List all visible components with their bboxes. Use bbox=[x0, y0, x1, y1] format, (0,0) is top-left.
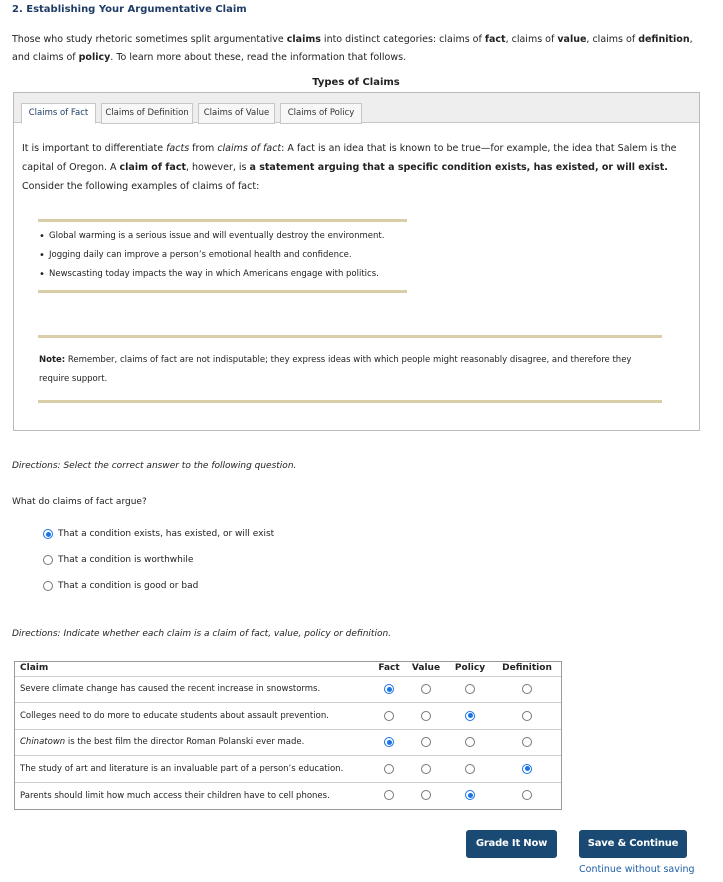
examples-bottom-rule bbox=[38, 290, 407, 293]
radio-selected-icon[interactable] bbox=[43, 529, 53, 539]
tab-claims-of-definition[interactable]: Claims of Definition bbox=[101, 103, 193, 124]
radio-value[interactable] bbox=[421, 764, 431, 774]
continue-without-saving-link[interactable]: Continue without saving bbox=[579, 864, 695, 875]
examples-top-rule bbox=[38, 219, 407, 222]
claim-text: The study of art and literature is an invaluable part of a person’s education. bbox=[14, 756, 374, 783]
radio-value[interactable] bbox=[421, 711, 431, 721]
radio-definition[interactable] bbox=[522, 737, 532, 747]
section-title: 2. Establishing Your Argumentative Claim bbox=[12, 4, 247, 15]
radio-definition[interactable] bbox=[522, 790, 532, 800]
radio-policy[interactable] bbox=[465, 764, 475, 774]
table-row bbox=[14, 729, 562, 756]
tab-claims-of-policy[interactable]: Claims of Policy bbox=[280, 103, 362, 124]
intro-paragraph: Those who study rhetoric sometimes split argumentative claims into distinct categories: claims of fact, claims of value, claims of definition, and claims of policy. To learn more about these, read the information that follows. bbox=[12, 34, 693, 63]
note-box: Note: Remember, claims of fact are not indisputable; they express ideas with which people might reasonably disagree, and therefore they require support. bbox=[39, 355, 632, 384]
column-header-fact: Fact bbox=[378, 663, 400, 674]
radio-policy[interactable] bbox=[465, 684, 475, 694]
radio-fact[interactable] bbox=[384, 684, 394, 694]
table-row bbox=[14, 703, 562, 730]
tab-bar bbox=[14, 93, 699, 123]
grade-it-now-button[interactable]: Grade It Now bbox=[466, 830, 557, 858]
answer-option-2[interactable]: That a condition is worthwhile bbox=[43, 554, 193, 566]
radio-icon[interactable] bbox=[43, 555, 53, 565]
radio-definition[interactable] bbox=[522, 711, 532, 721]
directions-question-1: Directions: Select the correct answer to the following question. bbox=[12, 461, 297, 471]
claim-text: Parents should limit how much access their children have to cell phones. bbox=[14, 782, 374, 809]
claim-text: Severe climate change has caused the recent increase in snowstorms. bbox=[14, 676, 374, 703]
radio-definition[interactable] bbox=[522, 684, 532, 694]
note-top-rule bbox=[38, 335, 662, 338]
radio-definition[interactable] bbox=[522, 764, 532, 774]
directions-question-2: Directions: Indicate whether each claim is a claim of fact, value, policy or definition. bbox=[12, 629, 392, 639]
question-text: What do claims of fact argue? bbox=[12, 497, 147, 507]
column-header-policy: Policy bbox=[454, 663, 486, 674]
radio-value[interactable] bbox=[421, 684, 431, 694]
types-of-claims-title: Types of Claims bbox=[312, 77, 400, 88]
column-header-value: Value bbox=[411, 663, 441, 674]
fact-description: It is important to differentiate facts from claims of fact: A fact is an idea that is known to be true—for example, the idea that Salem is the capital of Oregon. A claim of fact, however, is a statement arguing that a specific condition exists, has existed, or will exist. Consider the following examples of claims of fact: bbox=[22, 143, 677, 192]
radio-value[interactable] bbox=[421, 737, 431, 747]
table-row bbox=[14, 676, 562, 703]
claim-text: Chinatown is the best film the director Roman Polanski ever made. bbox=[14, 729, 374, 756]
answer-option-3[interactable]: That a condition is good or bad bbox=[43, 580, 198, 592]
table-row bbox=[14, 756, 562, 783]
table-header-row bbox=[14, 661, 562, 676]
radio-value[interactable] bbox=[421, 790, 431, 800]
radio-icon[interactable] bbox=[43, 581, 53, 591]
radio-fact[interactable] bbox=[384, 711, 394, 721]
table-row bbox=[14, 782, 562, 809]
fact-examples-list bbox=[38, 227, 384, 284]
list-item: • Newscasting today impacts the way in which Americans engage with politics. bbox=[38, 265, 384, 284]
column-header-claim: Claim bbox=[20, 663, 49, 674]
list-item: • Global warming is a serious issue and will eventually destroy the environment. bbox=[38, 227, 384, 246]
radio-policy[interactable] bbox=[465, 711, 475, 721]
column-header-definition: Definition bbox=[502, 663, 552, 674]
note-bottom-rule bbox=[38, 400, 662, 403]
claim-text: Colleges need to do more to educate students about assault prevention. bbox=[14, 703, 374, 730]
radio-fact[interactable] bbox=[384, 790, 394, 800]
radio-fact[interactable] bbox=[384, 737, 394, 747]
radio-fact[interactable] bbox=[384, 764, 394, 774]
save-and-continue-button[interactable]: Save & Continue bbox=[579, 830, 687, 858]
tab-claims-of-fact[interactable]: Claims of Fact bbox=[21, 103, 96, 124]
tab-claims-of-value[interactable]: Claims of Value bbox=[198, 103, 275, 124]
radio-policy[interactable] bbox=[465, 790, 475, 800]
list-item: • Jogging daily can improve a person’s emotional health and confidence. bbox=[38, 246, 384, 265]
answer-option-1[interactable]: That a condition exists, has existed, or will exist bbox=[43, 528, 274, 540]
radio-policy[interactable] bbox=[465, 737, 475, 747]
claims-classification-table bbox=[14, 661, 562, 809]
